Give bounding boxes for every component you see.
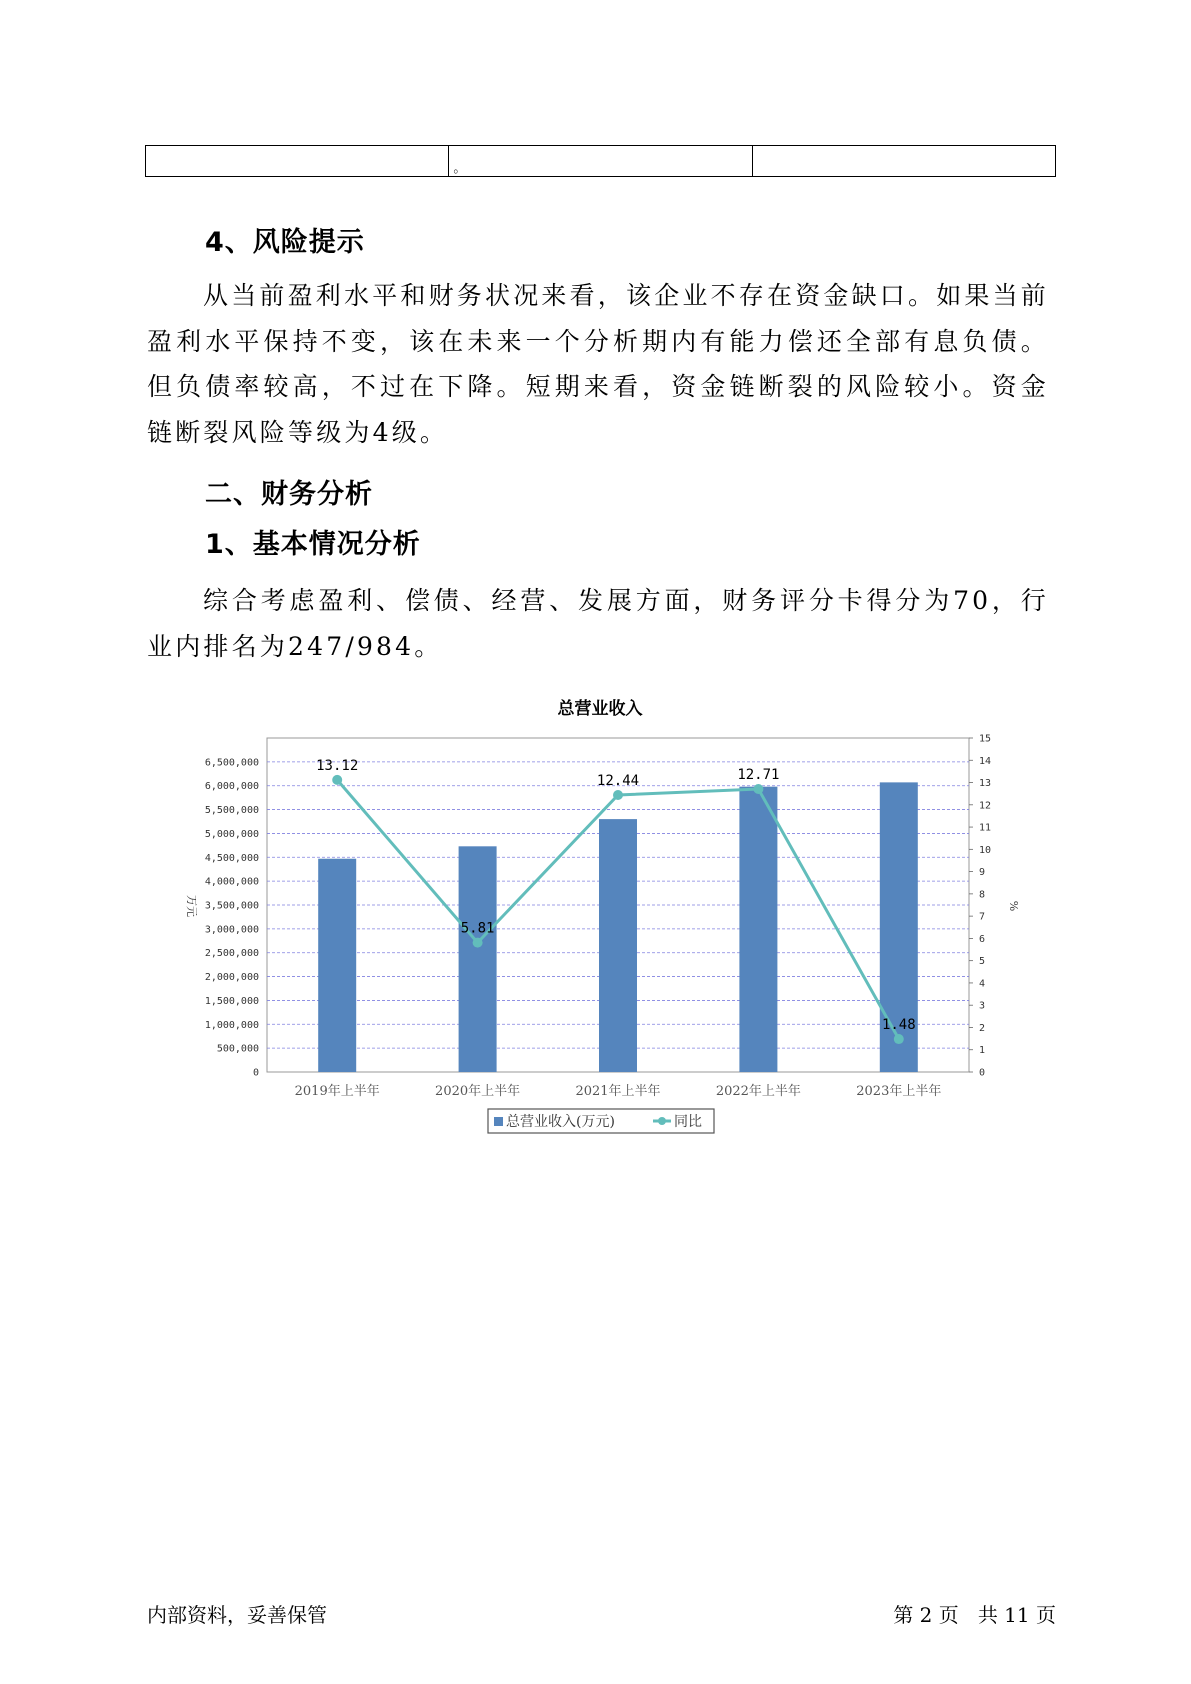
y-tick-label: 1,000,000 [204,1019,259,1031]
y-tick-label: 2,500,000 [204,948,259,960]
revenue-bar [459,846,497,1072]
x-tick-label: 2023年上半年 [856,1084,942,1099]
legend [488,1109,714,1133]
y-axis-label: 万元 [185,895,198,917]
y2-tick-label: 6 [979,933,986,945]
yoy-data-label: 12.44 [596,773,640,790]
x-tick-label: 2021年上半年 [575,1084,661,1099]
y-tick-label: 2,000,000 [204,972,259,984]
x-tick-label: 2020年上半年 [435,1084,521,1099]
y-tick-label: 0 [252,1067,259,1079]
top-table [145,145,1056,177]
table-cell: 。 [449,146,752,177]
revenue-bar [599,819,637,1072]
y-tick-label: 4,500,000 [204,852,259,864]
y2-tick-label: 13 [979,778,992,790]
revenue-bar [318,859,356,1072]
left-axis [205,757,259,1078]
chart-title: 总营业收入 [557,699,643,719]
revenue-chart [170,688,1040,1148]
yoy-point [332,775,342,785]
y-tick-label: 3,000,000 [204,924,259,936]
basic-analysis-heading: 1、基本情况分析 [205,529,421,560]
y2-tick-label: 7 [979,911,986,923]
y2-tick-label: 0 [979,1067,986,1079]
y-tick-label: 500,000 [216,1043,259,1055]
y-tick-label: 5,000,000 [204,828,259,840]
y2-tick-label: 11 [979,822,992,834]
yoy-point [753,784,763,794]
y2-tick-label: 14 [979,755,992,767]
legend-line-marker [658,1117,666,1125]
y2-tick-label: 4 [979,978,986,990]
y-tick-label: 4,000,000 [204,876,259,888]
yoy-data-label: 5.81 [460,920,495,937]
yoy-point [894,1034,904,1044]
table-row [146,146,1056,177]
yoy-data-label: 12.71 [737,766,780,783]
y2-tick-label: 3 [979,1000,986,1012]
revenue-bar [739,787,777,1072]
x-tick-label: 2022年上半年 [715,1084,801,1099]
legend-yoy-label: 同比 [674,1114,702,1130]
y2-tick-label: 12 [979,800,992,812]
y2-tick-label: 5 [979,956,986,968]
y-tick-label: 6,000,000 [204,781,259,793]
basic-analysis-paragraph: 综合考虑盈利、偿债、经营、发展方面，财务评分卡得分为70，行业内排名为247/984。 [147,586,1049,661]
y-tick-label: 5,500,000 [204,805,259,817]
y2-tick-label: 9 [979,867,986,879]
y2-tick-label: 2 [979,1022,986,1034]
risk-paragraph: 从当前盈利水平和财务状况来看，该企业不存在资金缺口。如果当前盈利水平保持不变，该在未来一个分析期内有能力偿还全部有息负债。但负债率较高，不过在下降。短期来看，资金链断裂的风险较小。资金链断裂风险等级为4级。 [147,281,1050,447]
y2-tick-label: 8 [979,889,986,901]
y-tick-label: 3,500,000 [204,900,259,912]
yoy-point [613,790,623,800]
legend-revenue-label: 总营业收入(万元) [506,1114,615,1130]
footer-confidential: 内部资料，妥善保管 [147,1603,327,1627]
legend-bar-swatch [494,1117,503,1126]
finance-heading: 二、财务分析 [205,479,373,510]
y2-tick-label: 1 [979,1045,986,1057]
table-cell [146,146,449,177]
y2-axis-label: % [1007,900,1020,912]
right-axis [969,734,991,1079]
x-axis [295,1083,942,1099]
y2-tick-label: 10 [979,844,992,856]
bar-series [318,782,918,1072]
x-tick-label: 2019年上半年 [294,1084,380,1099]
risk-heading: 4、风险提示 [205,227,365,258]
y-tick-label: 6,500,000 [204,757,259,769]
yoy-data-label: 13.12 [316,757,359,774]
y-tick-label: 1,500,000 [204,995,259,1007]
table-cell [752,146,1055,177]
footer-page-number: 第 2 页 共 11 页 [893,1603,1056,1627]
yoy-data-label: 1.48 [881,1017,916,1034]
y2-tick-label: 15 [979,733,992,745]
yoy-point [473,938,483,948]
